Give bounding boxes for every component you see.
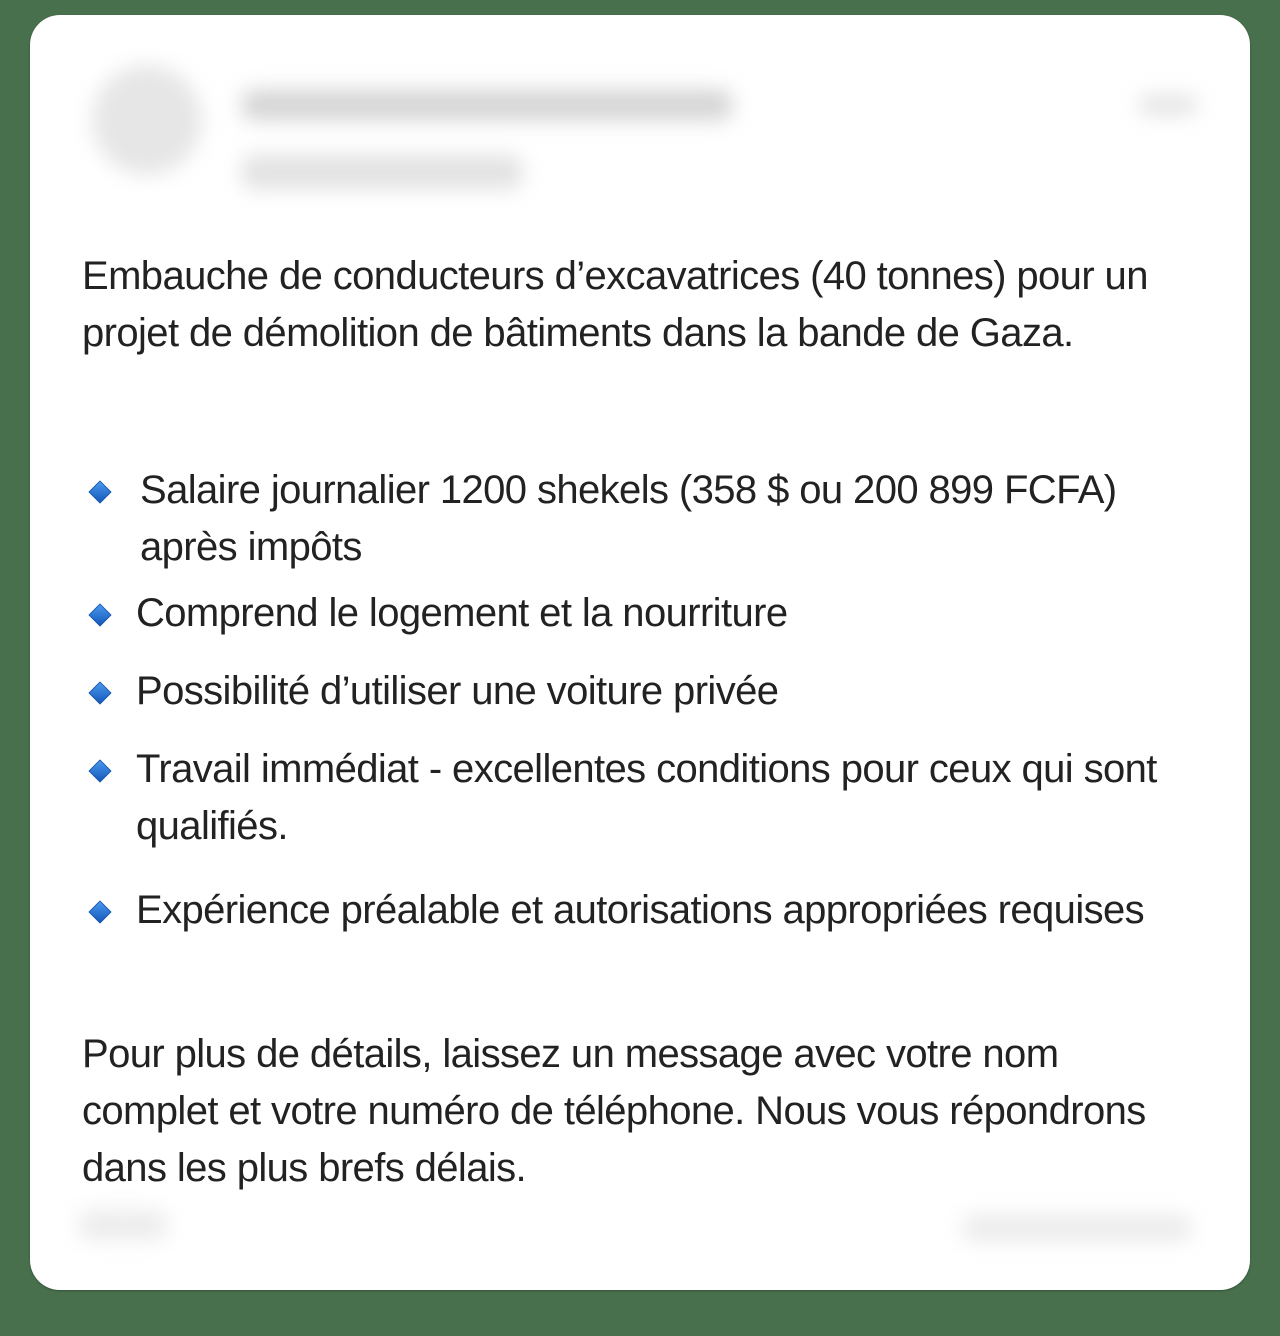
post-closing-text: Pour plus de détails, laissez un message avec votre nom complet et votre numéro de téléphone. Nous vous répondrons dans les plus brefs délais. <box>82 1032 1146 1190</box>
avatar[interactable] <box>92 65 202 175</box>
requirements-list <box>82 462 1212 939</box>
list-item <box>82 663 1212 720</box>
more-options-icon[interactable] <box>1138 95 1198 115</box>
list-item-text: Comprend le logement et la nourriture <box>136 591 788 635</box>
blue-diamond-icon <box>88 603 112 627</box>
blue-diamond-icon <box>88 759 112 783</box>
comments-count-blurred[interactable] <box>962 1215 1192 1241</box>
social-post-card <box>30 15 1250 1290</box>
reactions-blurred[interactable] <box>78 1210 168 1240</box>
blue-diamond-icon <box>88 900 112 924</box>
list-item-text: Salaire journalier 1200 shekels (358 $ ou 200 899 FCFA) après impôts <box>140 468 1117 569</box>
list-item <box>82 741 1212 855</box>
list-item-text: Possibilité d’utiliser une voiture privée <box>136 669 779 713</box>
list-item <box>82 462 1212 576</box>
post-intro-text: Embauche de conducteurs d’excavatrices (40 tonnes) pour un projet de démolition de bâtiments dans la bande de Gaza. <box>82 254 1148 355</box>
post-date-blurred <box>242 155 522 189</box>
blue-diamond-icon <box>88 480 112 504</box>
blue-diamond-icon <box>88 681 112 705</box>
list-item <box>82 882 1212 939</box>
list-item-text: Expérience préalable et autorisations appropriées requises <box>136 888 1145 932</box>
list-item-text: Travail immédiat - excellentes conditions pour ceux qui sont qualifiés. <box>136 747 1157 848</box>
list-item <box>82 585 1212 642</box>
author-name-blurred[interactable] <box>242 90 732 120</box>
